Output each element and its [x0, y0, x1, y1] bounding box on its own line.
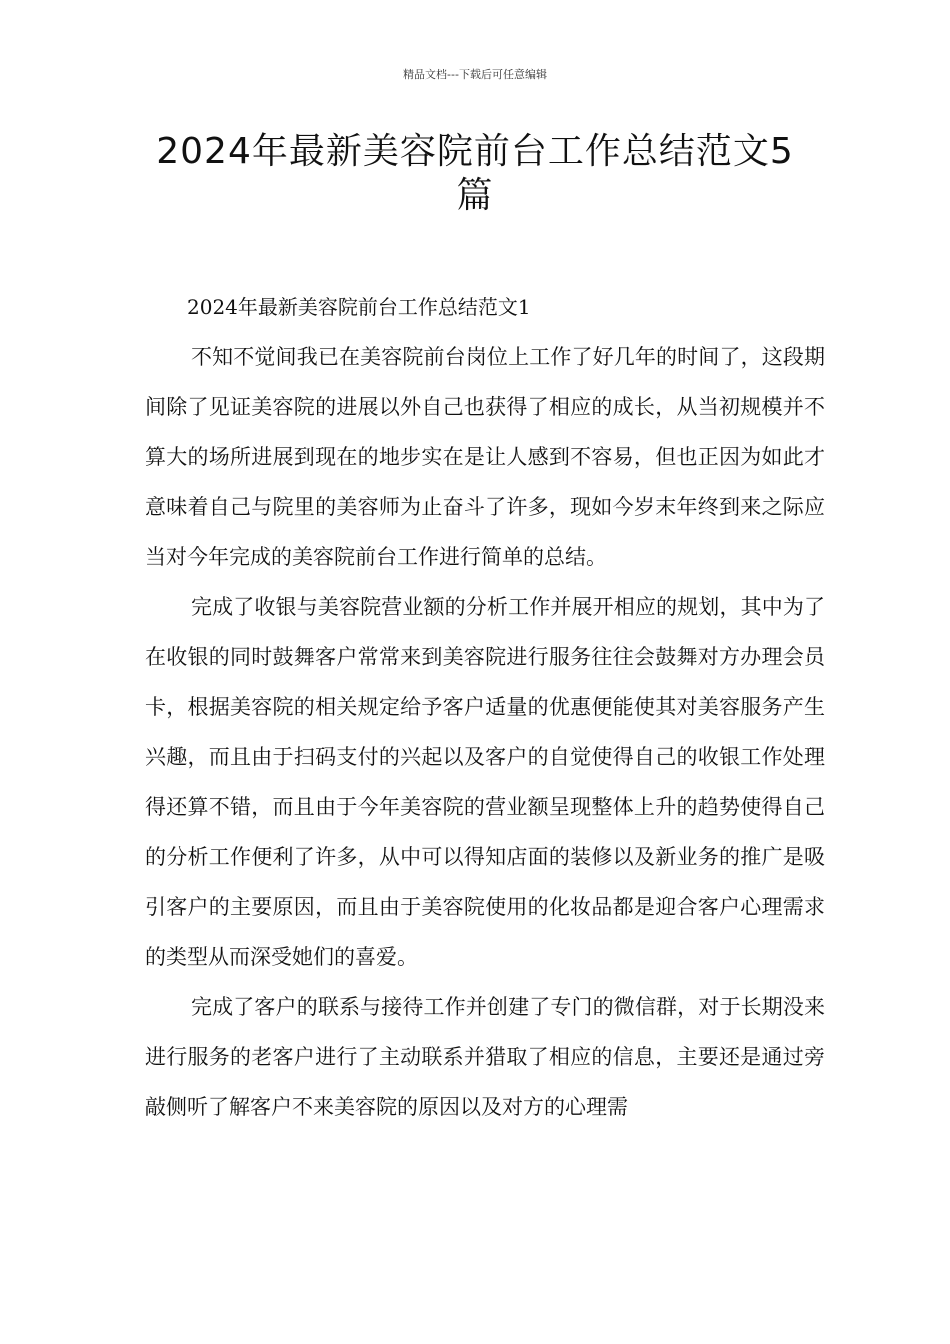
document-body — [145, 282, 825, 1132]
paragraph-2: 完成了收银与美容院营业额的分析工作并展开相应的规划，其中为了在收银的同时鼓舞客户常常来到美容院进行服务往往会鼓舞对方办理会员卡，根据美容院的相关规定给予客户适量的优惠便能使其对美容服务产生兴趣，而且由于扫码支付的兴起以及客户的自觉使得自己的收银工作处理得还算不错，而且由于今年美容院的营业额呈现整体上升的趋势使得自己的分析工作便利了许多，从中可以得知店面的装修以及新业务的推广是吸引客户的主要原因，而且由于美容院使用的化妆品都是迎合客户心理需求的类型从而深受她们的喜爱。 — [145, 595, 825, 969]
page-title: 2024年最新美容院前台工作总结范文5篇 — [156, 131, 794, 216]
paragraph-3: 完成了客户的联系与接待工作并创建了专门的微信群，对于长期没来进行服务的老客户进行了主动联系并猎取了相应的信息，主要还是通过旁敲侧听了解客户不来美容院的原因以及对方的心理需 — [145, 995, 825, 1119]
paragraph-1: 不知不觉间我已在美容院前台岗位上工作了好几年的时间了，这段期间除了见证美容院的进展以外自己也获得了相应的成长，从当初规模并不算大的场所进展到现在的地步实在是让人感到不容易，但也正因为如此才意味着自己与院里的美容师为止奋斗了许多，现如今岁末年终到来之际应当对今年完成的美容院前台工作进行简单的总结。 — [145, 345, 825, 569]
header-note: 精品文档---下载后可任意编辑 — [403, 68, 547, 81]
section-heading: 2024年最新美容院前台工作总结范文1 — [187, 295, 531, 319]
